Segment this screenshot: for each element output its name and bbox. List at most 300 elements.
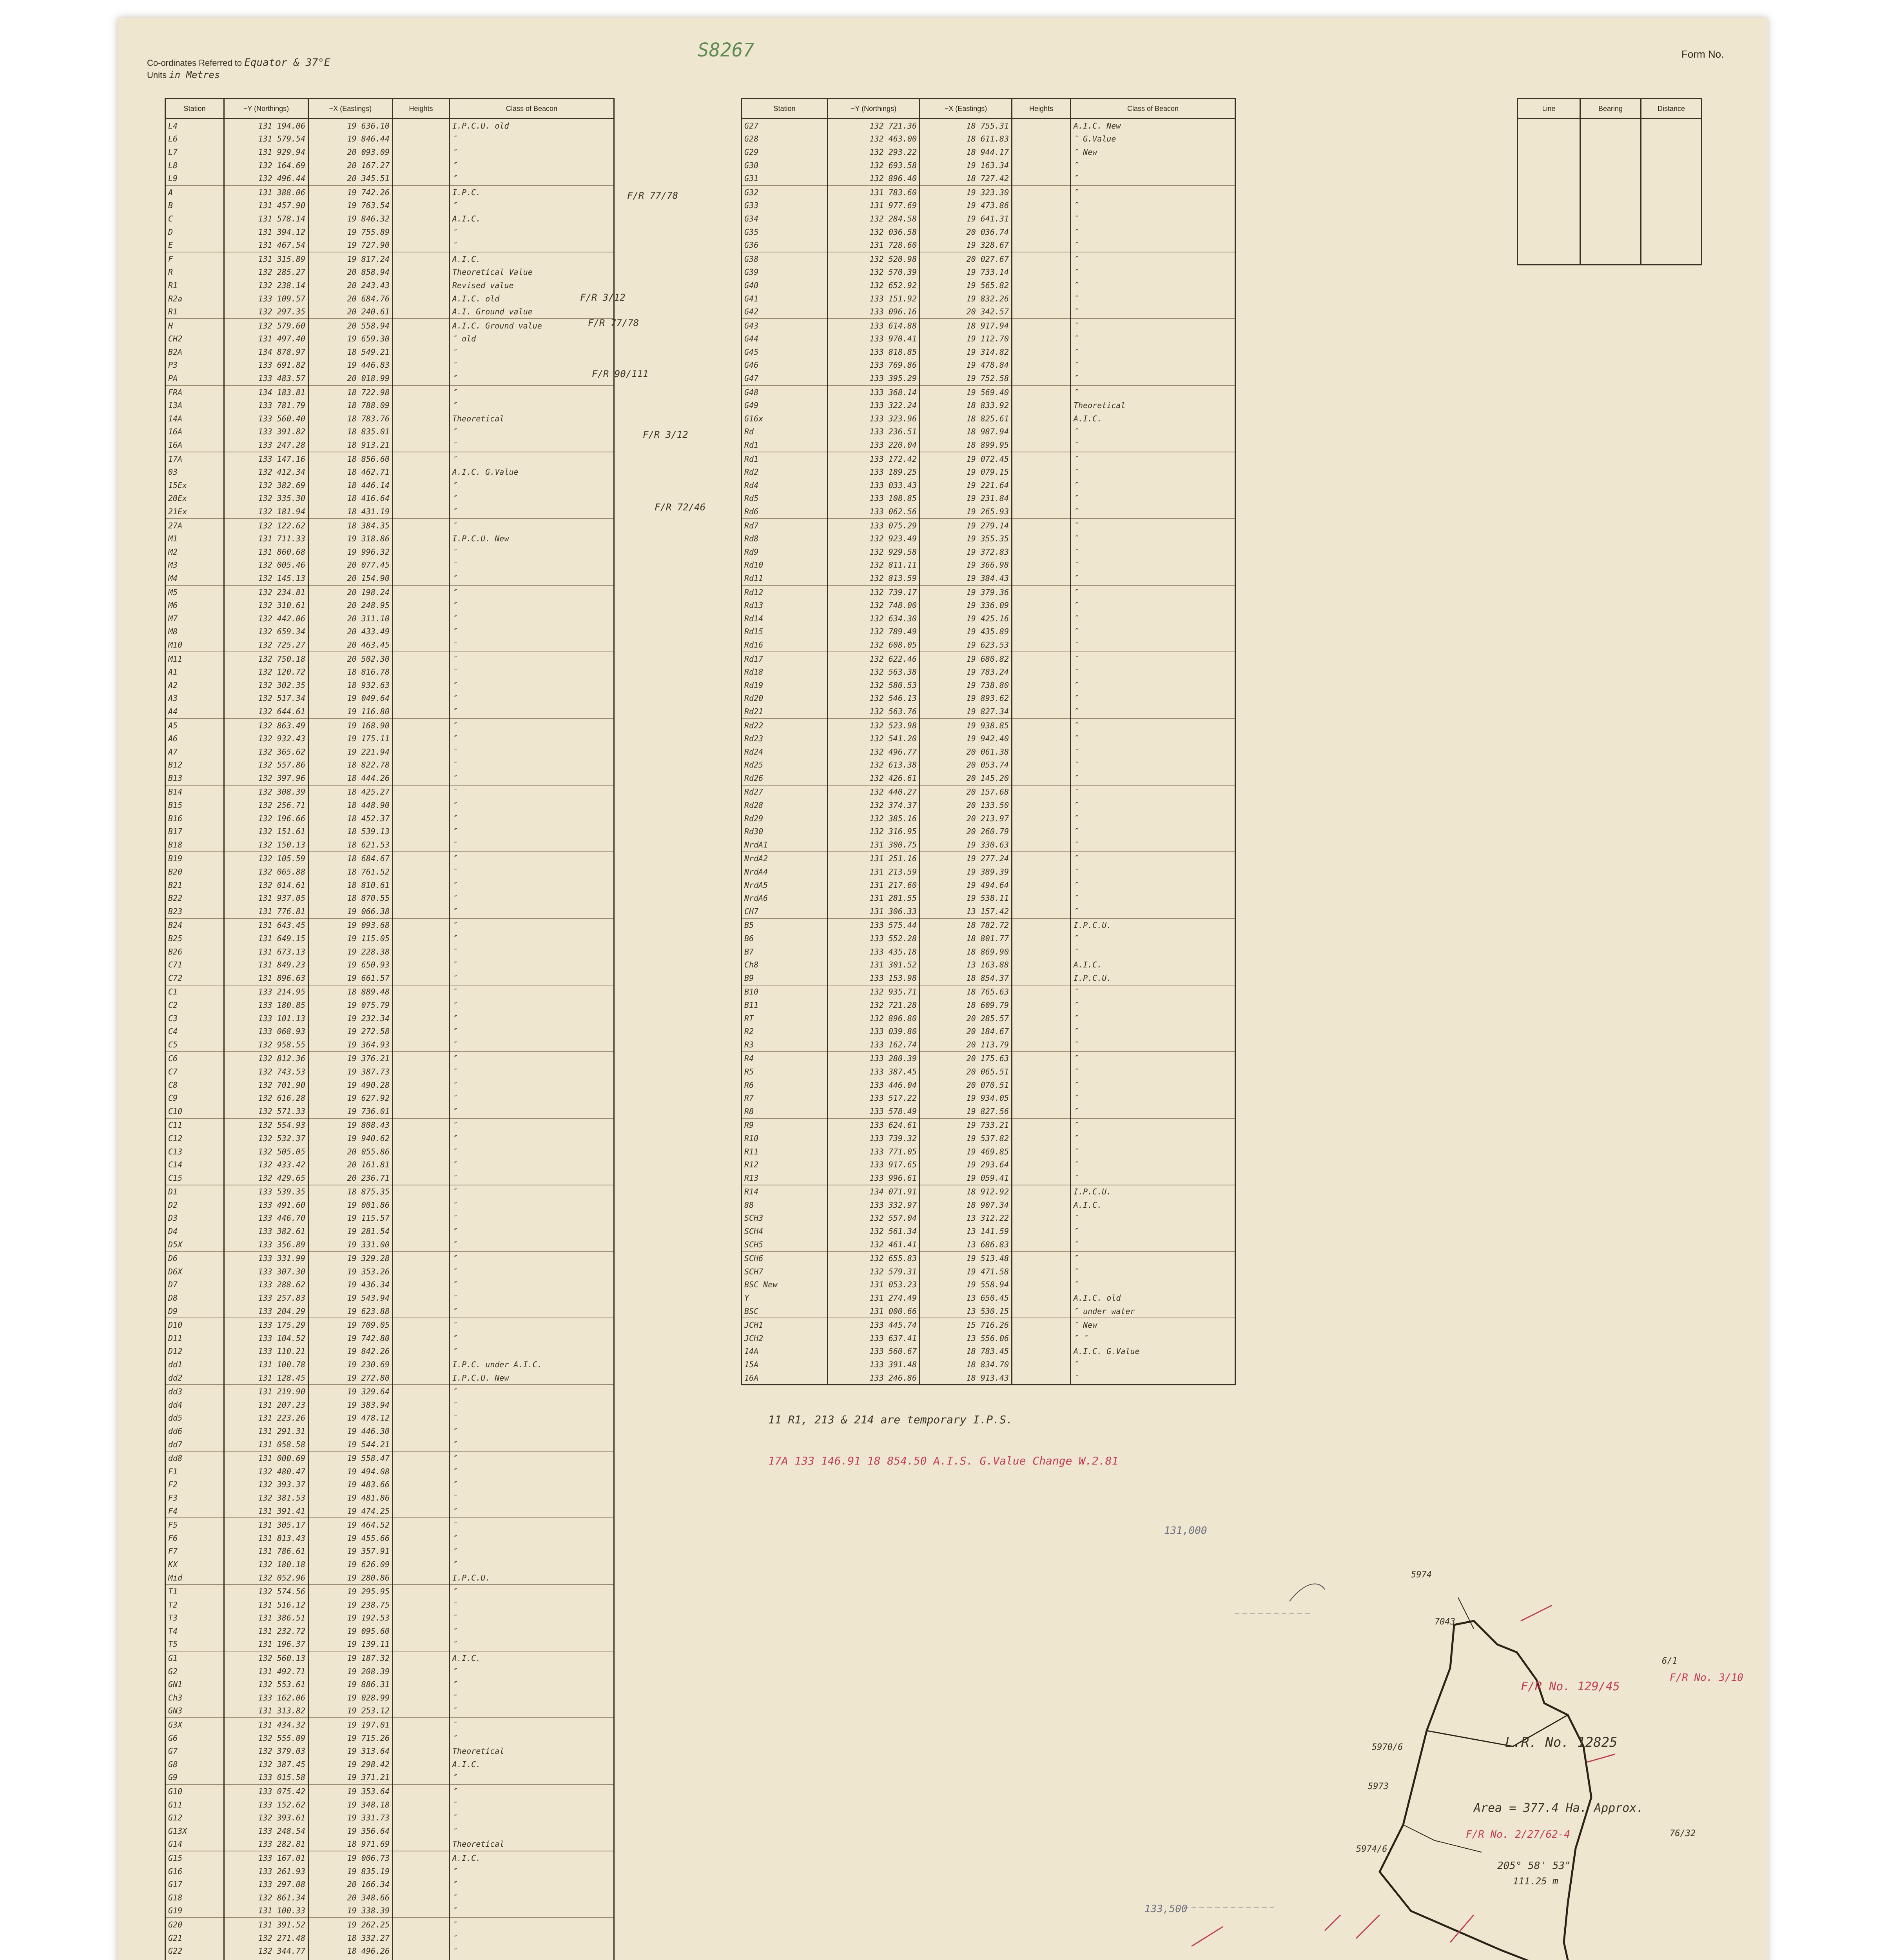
- heights-cell: [1012, 852, 1071, 866]
- col-line: Line: [1518, 99, 1580, 119]
- northings-cell: 131 300.75: [828, 838, 920, 852]
- northings-cell: 131 776.81: [224, 905, 308, 918]
- class-cell: ″: [450, 425, 614, 439]
- station-cell: BSC: [742, 1305, 828, 1318]
- station-cell: B25: [165, 932, 224, 945]
- table-row: [742, 1358, 1235, 1371]
- class-cell: ″: [1071, 1052, 1235, 1065]
- station-cell: B18: [165, 838, 224, 852]
- table-row: [742, 172, 1235, 185]
- station-cell: G22: [165, 1944, 224, 1958]
- eastings-cell: 18 854.37: [920, 971, 1012, 985]
- heights-cell: [1012, 1278, 1071, 1292]
- heights-cell: [393, 1478, 450, 1492]
- station-cell: D: [165, 225, 224, 239]
- class-cell: ″: [450, 958, 614, 971]
- northings-cell: 132 234.81: [224, 585, 308, 599]
- heights-cell: [393, 1371, 450, 1385]
- eastings-cell: 20 055.86: [308, 1145, 393, 1158]
- eastings-cell: 20 213.97: [920, 812, 1012, 825]
- class-cell: ″: [450, 719, 614, 732]
- heights-cell: [1012, 799, 1071, 812]
- eastings-cell: 19 163.34: [920, 159, 1012, 172]
- eastings-cell: 19 842.26: [308, 1345, 393, 1358]
- station-cell: G6: [165, 1731, 224, 1745]
- station-cell: G27: [742, 119, 828, 132]
- northings-cell: 131 274.49: [828, 1291, 920, 1305]
- table-row: [165, 918, 614, 932]
- northings-cell: 132 120.72: [224, 665, 308, 679]
- northings-cell: 132 574.56: [224, 1584, 308, 1598]
- station-cell: Rd18: [742, 665, 828, 679]
- heights-cell: [393, 1091, 450, 1105]
- eastings-cell: 18 788.09: [308, 399, 393, 412]
- station-cell: Rd15: [742, 625, 828, 639]
- eastings-cell: 19 372.83: [920, 545, 1012, 559]
- northings-cell: 132 344.77: [224, 1944, 308, 1958]
- station-cell: R14: [742, 1185, 828, 1199]
- table-row: [165, 132, 614, 146]
- units-label: Units: [147, 70, 167, 80]
- class-cell: ″: [1071, 545, 1235, 559]
- class-cell: ″: [450, 1091, 614, 1105]
- table-row: [165, 1038, 614, 1052]
- station-cell: L9: [165, 172, 224, 185]
- class-cell: ″: [450, 652, 614, 666]
- heights-cell: [1012, 1158, 1071, 1171]
- heights-cell: [393, 945, 450, 958]
- table-row: [742, 998, 1235, 1012]
- table-row: [165, 505, 614, 519]
- station-cell: G2: [165, 1665, 224, 1678]
- table-row: [165, 572, 614, 585]
- eastings-cell: 19 357.91: [308, 1545, 393, 1558]
- northings-cell: 132 929.58: [828, 545, 920, 559]
- northings-cell: 132 429.65: [224, 1171, 308, 1185]
- eastings-cell: 19 313.64: [308, 1744, 393, 1758]
- table-row: [165, 559, 614, 572]
- heights-cell: [393, 385, 450, 399]
- eastings-cell: 18 444.26: [308, 771, 393, 785]
- class-cell: ″: [450, 359, 614, 372]
- heights-cell: [393, 359, 450, 372]
- eastings-cell: 19 383.94: [308, 1398, 393, 1412]
- station-cell: L4: [165, 119, 224, 132]
- heights-cell: [1012, 785, 1071, 799]
- table-row: [742, 945, 1235, 958]
- northings-cell: 132 496.77: [828, 745, 920, 759]
- heights-cell: [1012, 599, 1071, 612]
- class-cell: ″: [450, 452, 614, 466]
- eastings-cell: 19 376.21: [308, 1052, 393, 1065]
- heights-cell: [393, 1665, 450, 1678]
- northings-cell: 133 282.81: [224, 1838, 308, 1851]
- northings-cell: 132 316.95: [828, 825, 920, 838]
- station-cell: G16: [165, 1865, 224, 1878]
- northings-cell: 132 412.34: [224, 465, 308, 479]
- heights-cell: [1012, 838, 1071, 852]
- heights-cell: [1012, 479, 1071, 492]
- eastings-cell: 20 248.95: [308, 599, 393, 612]
- class-cell: ″: [450, 1385, 614, 1398]
- heights-cell: [393, 319, 450, 332]
- heights-cell: [1012, 759, 1071, 772]
- class-cell: ″: [1071, 292, 1235, 305]
- heights-cell: [393, 532, 450, 545]
- northings-cell: 132 426.61: [828, 771, 920, 785]
- northings-cell: 132 397.96: [224, 771, 308, 785]
- eastings-cell: 19 471.58: [920, 1265, 1012, 1278]
- table-row: [165, 292, 614, 305]
- class-cell: ″: [1071, 679, 1235, 692]
- table-row: [165, 1398, 614, 1412]
- table-row: [165, 1784, 614, 1798]
- heights-cell: [393, 1251, 450, 1265]
- heights-cell: [393, 545, 450, 559]
- eastings-cell: 19 384.43: [920, 572, 1012, 585]
- eastings-cell: 20 502.30: [308, 652, 393, 666]
- heights-cell: [1012, 745, 1071, 759]
- station-cell: G34: [742, 212, 828, 225]
- heights-cell: [393, 705, 450, 719]
- northings-cell: 132 570.39: [828, 266, 920, 279]
- class-cell: ″: [1071, 438, 1235, 452]
- heights-cell: [1012, 732, 1071, 745]
- table-row: [165, 1105, 614, 1118]
- class-cell: ″: [450, 1612, 614, 1625]
- table-row: [165, 1465, 614, 1478]
- northings-cell: 132 811.11: [828, 559, 920, 572]
- eastings-cell: 19 336.09: [920, 599, 1012, 612]
- station-cell: B11: [742, 998, 828, 1012]
- station-cell: G15: [165, 1851, 224, 1865]
- table-row: [165, 1305, 614, 1318]
- coordinates-table-left: [165, 98, 615, 1960]
- class-cell: ″: [1071, 1078, 1235, 1092]
- northings-cell: 132 563.76: [828, 705, 920, 719]
- heights-cell: [393, 1225, 450, 1238]
- station-cell: Rd14: [742, 612, 828, 625]
- table-row: [165, 945, 614, 958]
- station-cell: D4: [165, 1225, 224, 1238]
- station-cell: Ch3: [165, 1691, 224, 1704]
- heights-cell: [393, 1624, 450, 1638]
- station-cell: L7: [165, 145, 224, 159]
- northings-cell: 133 039.80: [828, 1025, 920, 1038]
- table-row: [165, 932, 614, 945]
- heights-cell: [393, 1811, 450, 1824]
- table-row: [165, 1718, 614, 1731]
- heights-cell: [1012, 1012, 1071, 1025]
- heights-cell: [393, 1291, 450, 1305]
- table-row: [165, 1665, 614, 1678]
- station-cell: G31: [742, 172, 828, 185]
- class-cell: I.P.C.: [450, 185, 614, 199]
- table-row: [742, 252, 1235, 266]
- eastings-cell: 19 893.62: [920, 692, 1012, 705]
- station-cell: B14: [165, 785, 224, 799]
- heights-cell: [393, 1612, 450, 1625]
- eastings-cell: 19 733.14: [920, 266, 1012, 279]
- heights-cell: [393, 1518, 450, 1532]
- station-cell: G44: [742, 332, 828, 346]
- heights-cell: [1012, 812, 1071, 825]
- northings-cell: 131 457.90: [224, 199, 308, 212]
- class-cell: [450, 1958, 614, 1960]
- table-row: [165, 1944, 614, 1958]
- station-cell: Rd4: [742, 479, 828, 492]
- heights-cell: [1012, 1358, 1071, 1371]
- class-cell: ″: [1071, 1251, 1235, 1265]
- station-cell: 03: [165, 465, 224, 479]
- northings-cell: 133 575.44: [828, 918, 920, 932]
- station-cell: G35: [742, 225, 828, 239]
- station-cell: M11: [165, 652, 224, 666]
- station-cell: R3: [742, 1038, 828, 1052]
- table-row: [742, 479, 1235, 492]
- class-cell: ″: [1071, 212, 1235, 225]
- northings-cell: 132 896.40: [828, 172, 920, 185]
- class-cell: ″: [1071, 345, 1235, 359]
- eastings-cell: 20 858.94: [308, 266, 393, 279]
- col-heights: Heights: [393, 99, 450, 119]
- northings-cell: 132 923.49: [828, 532, 920, 545]
- class-cell: ″: [450, 1931, 614, 1945]
- station-cell: D7: [165, 1278, 224, 1292]
- eastings-cell: 20 348.66: [308, 1891, 393, 1904]
- class-cell: ″: [1071, 372, 1235, 385]
- heights-cell: [1012, 825, 1071, 838]
- station-cell: B: [165, 199, 224, 212]
- northings-cell: 132 393.37: [224, 1478, 308, 1492]
- heights-cell: [393, 1865, 450, 1878]
- class-cell: ″: [450, 559, 614, 572]
- class-cell: ″: [450, 1798, 614, 1811]
- heights-cell: [1012, 559, 1071, 572]
- class-cell: ″: [1071, 159, 1235, 172]
- table-row: [165, 1744, 614, 1758]
- table-row: [165, 958, 614, 971]
- eastings-cell: 18 889.48: [308, 985, 393, 999]
- station-cell: Rd12: [742, 585, 828, 599]
- table-row: [165, 545, 614, 559]
- class-cell: ″: [450, 585, 614, 599]
- northings-cell: 132 284.58: [828, 212, 920, 225]
- class-cell: A.I.C. New: [1071, 119, 1235, 132]
- col-heights: Heights: [1012, 99, 1071, 119]
- station-cell: C6: [165, 1052, 224, 1065]
- northings-cell: 131 492.71: [224, 1665, 308, 1678]
- heights-cell: [393, 1918, 450, 1931]
- heights-cell: [393, 492, 450, 505]
- heights-cell: [393, 425, 450, 439]
- northings-cell: 132 122.62: [224, 519, 308, 532]
- eastings-cell: 19 846.44: [308, 132, 393, 146]
- eastings-cell: 19 827.34: [920, 705, 1012, 719]
- heights-cell: [393, 1332, 450, 1345]
- table-row: [165, 492, 614, 505]
- northings-cell: 132 181.94: [224, 505, 308, 519]
- eastings-cell: 19 650.93: [308, 958, 393, 971]
- station-cell: G14: [165, 1838, 224, 1851]
- class-cell: ″: [450, 1412, 614, 1425]
- station-cell: B20: [165, 865, 224, 878]
- station-cell: 88: [742, 1198, 828, 1212]
- class-cell: ″: [1071, 279, 1235, 292]
- northings-cell: 132 374.37: [828, 799, 920, 812]
- table-row: [165, 1904, 614, 1918]
- table-row: [742, 1052, 1235, 1065]
- heights-cell: [393, 1638, 450, 1651]
- eastings-cell: [308, 1958, 393, 1960]
- station-cell: Rd30: [742, 825, 828, 838]
- table-row: [742, 492, 1235, 505]
- heights-cell: [393, 1038, 450, 1052]
- table-row: [165, 1731, 614, 1745]
- northings-cell: 131 196.37: [224, 1638, 308, 1651]
- class-cell: ″: [450, 1771, 614, 1785]
- northings-cell: 131 000.66: [828, 1305, 920, 1318]
- eastings-cell: 20 345.51: [308, 172, 393, 185]
- heights-cell: [393, 1758, 450, 1771]
- class-cell: ″: [450, 1118, 614, 1132]
- eastings-cell: 20 161.81: [308, 1158, 393, 1171]
- class-cell: I.P.C.U. old: [450, 119, 614, 132]
- station-cell: R8: [742, 1105, 828, 1118]
- eastings-cell: 18 835.01: [308, 425, 393, 439]
- bracket-label: F/R 77/78: [627, 190, 678, 201]
- class-cell: ″: [1071, 1212, 1235, 1225]
- eastings-cell: 20 077.45: [308, 559, 393, 572]
- table-row: [742, 1012, 1235, 1025]
- station-cell: 14A: [742, 1345, 828, 1358]
- northings-cell: 133 637.41: [828, 1332, 920, 1345]
- eastings-cell: 19 371.21: [308, 1771, 393, 1785]
- class-cell: ″: [450, 852, 614, 866]
- eastings-cell: 18 913.43: [920, 1371, 1012, 1385]
- class-cell: ″: [450, 1438, 614, 1452]
- northings-cell: 133 624.61: [828, 1118, 920, 1132]
- bracket-label: F/R 77/78: [588, 318, 639, 328]
- station-cell: Rd13: [742, 599, 828, 612]
- table-row: [742, 878, 1235, 892]
- class-cell: ″: [450, 945, 614, 958]
- eastings-cell: 20 065.51: [920, 1065, 1012, 1078]
- eastings-cell: 19 558.94: [920, 1278, 1012, 1292]
- table-row: [165, 172, 614, 185]
- eastings-cell: 19 348.18: [308, 1798, 393, 1811]
- northings-cell: 132 554.93: [224, 1118, 308, 1132]
- eastings-cell: 18 971.69: [308, 1838, 393, 1851]
- class-cell: ″: [450, 1278, 614, 1292]
- table-row: [165, 1851, 614, 1865]
- eastings-cell: 19 197.01: [308, 1718, 393, 1731]
- eastings-cell: 19 028.99: [308, 1691, 393, 1704]
- northings-cell: 132 789.49: [828, 625, 920, 639]
- table-row: [742, 1238, 1235, 1252]
- class-cell: ″: [450, 479, 614, 492]
- northings-cell: 133 257.83: [224, 1291, 308, 1305]
- eastings-cell: 19 742.80: [308, 1332, 393, 1345]
- northings-cell: 133 560.67: [828, 1345, 920, 1358]
- heights-cell: [393, 838, 450, 852]
- eastings-cell: 18 875.35: [308, 1185, 393, 1199]
- station-cell: P3: [165, 359, 224, 372]
- heights-cell: [1012, 918, 1071, 932]
- eastings-cell: 19 329.64: [308, 1385, 393, 1398]
- eastings-cell: 20 036.74: [920, 225, 1012, 239]
- heights-cell: [393, 998, 450, 1012]
- table-row: [165, 1798, 614, 1811]
- table-row: [165, 1265, 614, 1278]
- heights-cell: [1012, 771, 1071, 785]
- table-row: [742, 132, 1235, 146]
- heights-cell: [1012, 665, 1071, 679]
- class-cell: ″: [450, 998, 614, 1012]
- station-cell: F2: [165, 1478, 224, 1492]
- heights-cell: [393, 185, 450, 199]
- table-row: [742, 119, 1235, 132]
- eastings-cell: 20 070.51: [920, 1078, 1012, 1092]
- northings-cell: 132 065.88: [224, 865, 308, 878]
- class-cell: ″: [450, 1318, 614, 1332]
- table-row: [742, 1265, 1235, 1278]
- table-row: [165, 1651, 614, 1665]
- table-row: [742, 799, 1235, 812]
- heights-cell: [1012, 399, 1071, 412]
- station-cell: M8: [165, 625, 224, 639]
- class-cell: ″: [450, 1251, 614, 1265]
- class-cell: ″: [450, 505, 614, 519]
- heights-cell: [393, 199, 450, 212]
- class-cell: ″: [450, 1891, 614, 1904]
- heights-cell: [393, 585, 450, 599]
- heights-cell: [1012, 692, 1071, 705]
- eastings-cell: 19 537.82: [920, 1132, 1012, 1145]
- northings-cell: 133 445.74: [828, 1318, 920, 1332]
- table-row: [165, 1824, 614, 1838]
- parcel-label: 5974/6: [1356, 1844, 1387, 1854]
- heights-cell: [1012, 679, 1071, 692]
- col-station: Station: [165, 99, 224, 119]
- table-row: [742, 918, 1235, 932]
- table-row: [165, 1332, 614, 1345]
- northings-cell: 131 860.68: [224, 545, 308, 559]
- class-cell: ″: [450, 1638, 614, 1651]
- class-cell: ″: [450, 1518, 614, 1532]
- station-cell: D5X: [165, 1238, 224, 1252]
- northings-cell: 132 505.05: [224, 1145, 308, 1158]
- eastings-cell: 19 221.64: [920, 479, 1012, 492]
- station-cell: D11: [165, 1332, 224, 1345]
- heights-cell: [1012, 1065, 1071, 1078]
- station-cell: 17A: [165, 452, 224, 466]
- station-cell: dd6: [165, 1425, 224, 1438]
- class-cell: ″: [1071, 519, 1235, 532]
- heights-cell: [1012, 238, 1071, 252]
- station-cell: G40: [742, 279, 828, 292]
- station-cell: Rd6: [742, 505, 828, 519]
- heights-cell: [1012, 1371, 1071, 1385]
- table-row: [742, 1345, 1235, 1358]
- eastings-cell: 18 987.94: [920, 425, 1012, 439]
- table-row: [742, 1305, 1235, 1318]
- table-row: [742, 572, 1235, 585]
- eastings-cell: 20 157.68: [920, 785, 1012, 799]
- heights-cell: [1012, 492, 1071, 505]
- table-row: [165, 812, 614, 825]
- eastings-cell: 19 364.93: [308, 1038, 393, 1052]
